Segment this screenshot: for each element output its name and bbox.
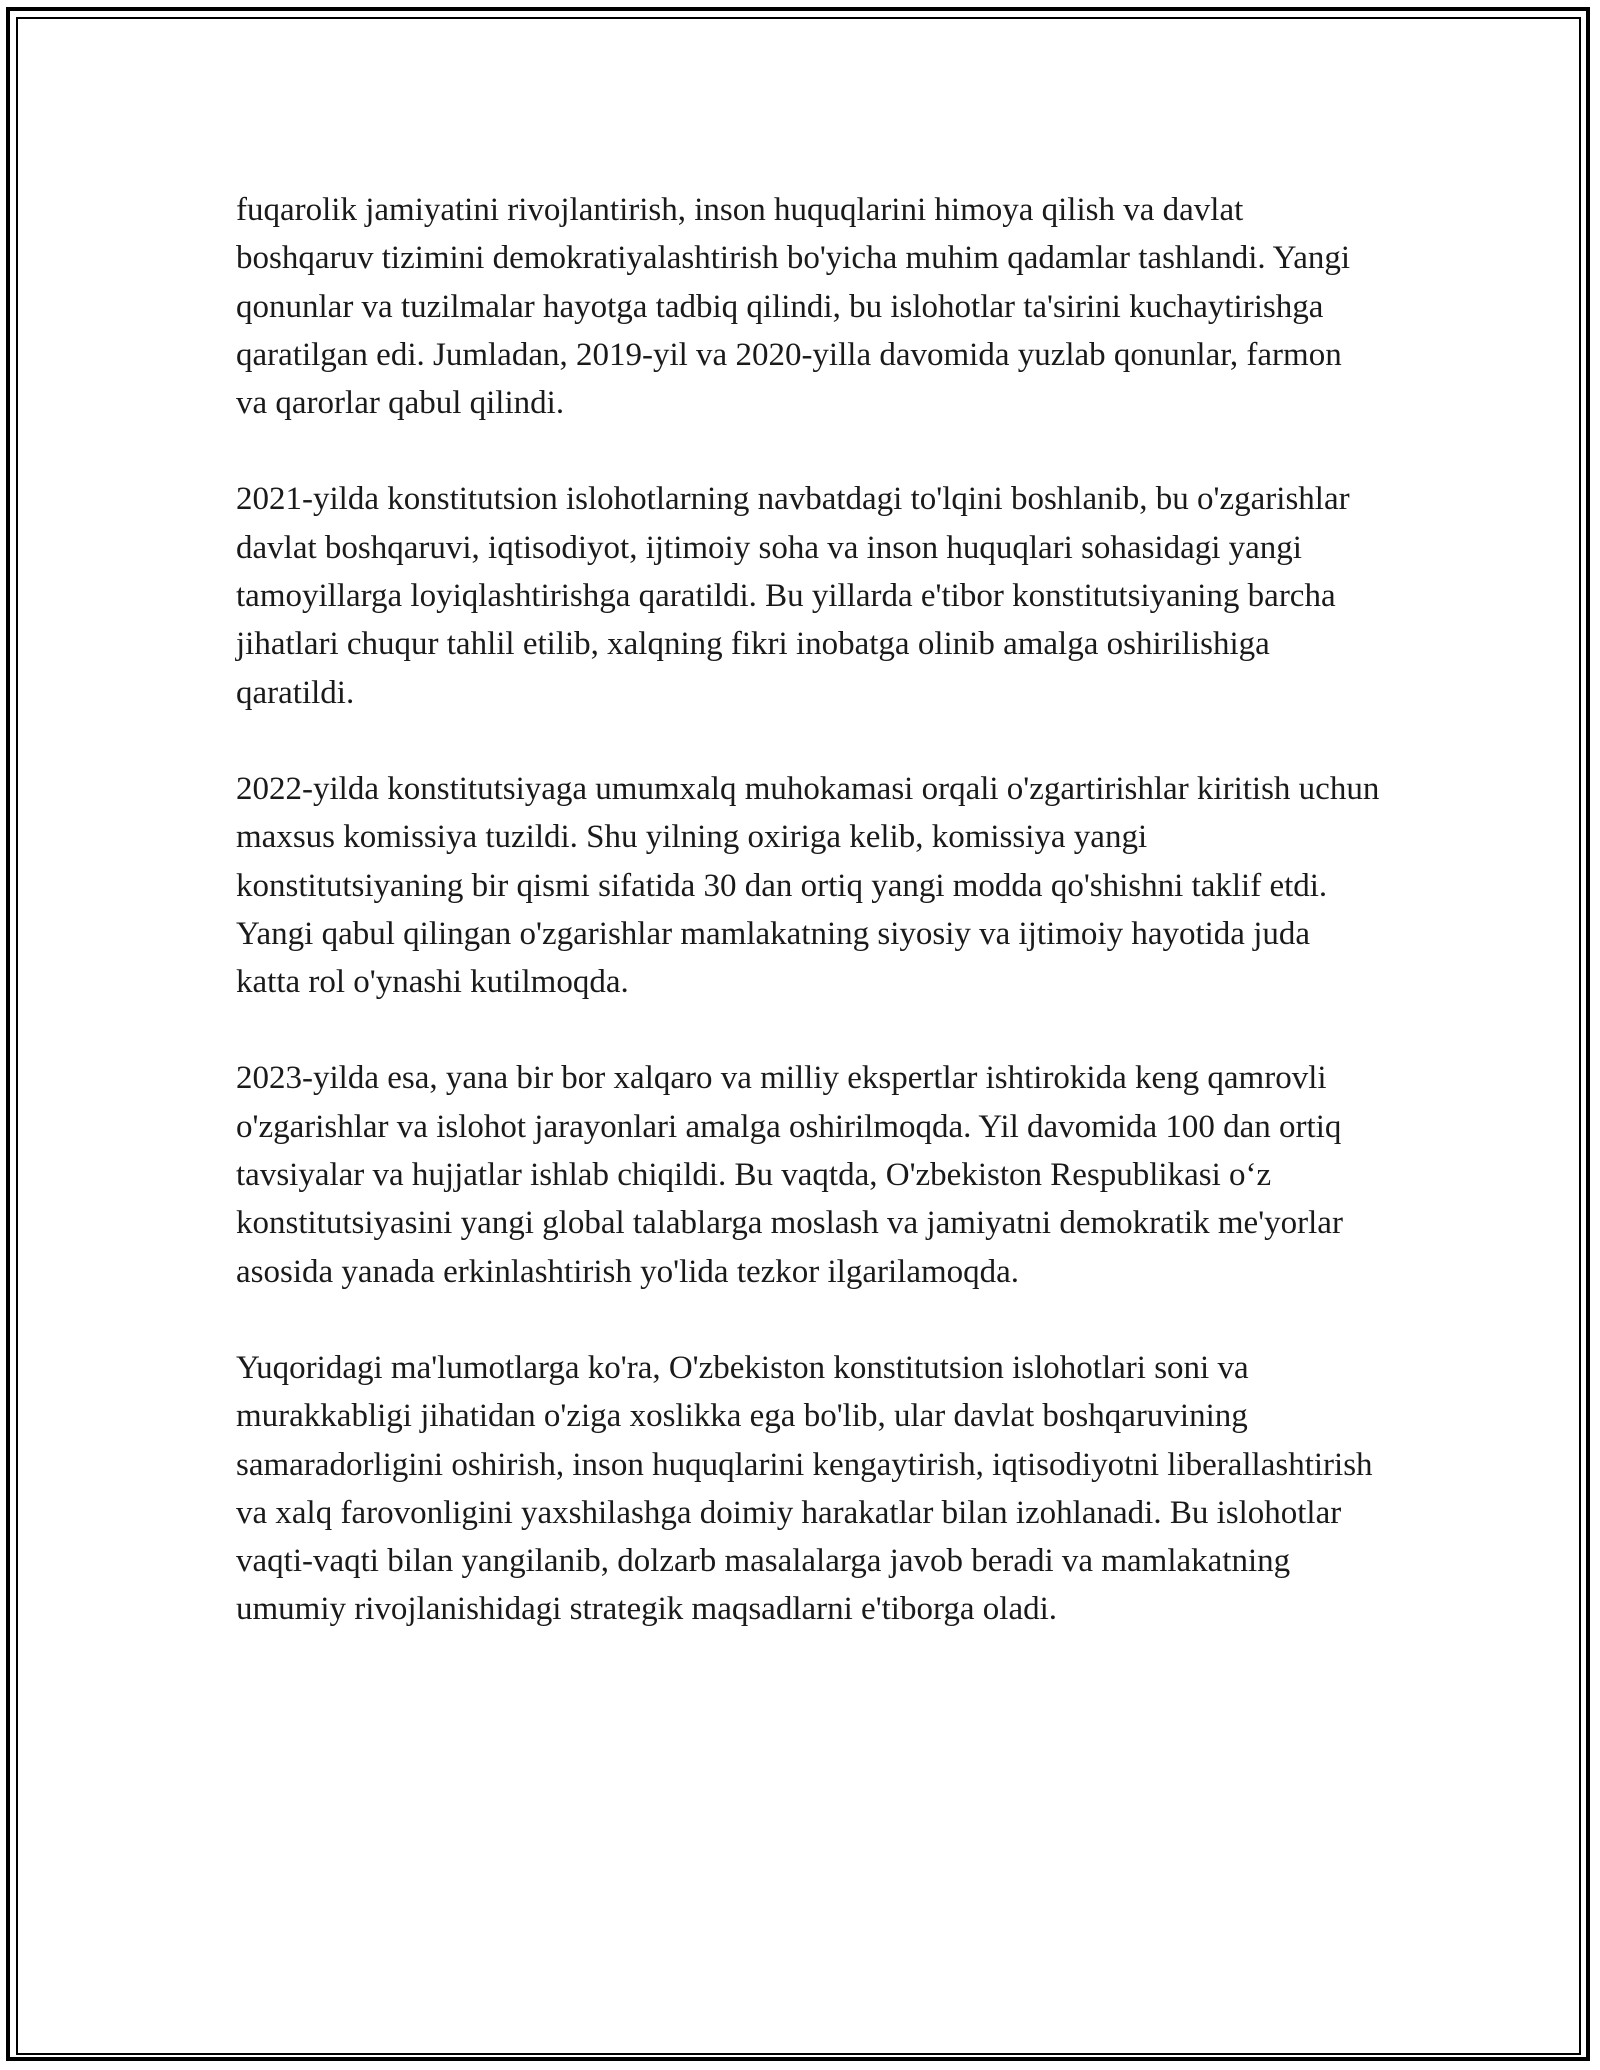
paragraph-5: Yuqoridagi ma'lumotlarga ko'ra, O'zbekiston konstitutsion islohotlari soni va murakkabligi jihatidan o'ziga xoslikka ega bo'lib, ular davlat boshqaruvining samaradorligini oshirish, inson huquqlarini kengaytirish, iqtisodiyotni liberallashtirish va xalq farovonligini yaxshilashga doimiy harakatlar bilan izohlanadi. Bu islohotlar vaqti-vaqti bilan yangilanib, dolzarb masalalarga javob beradi va mamlakatning umumiy rivojlanishidagi strategik maqsadlarni e'tiborga oladi. [236, 1349, 1373, 1628]
document-body [236, 186, 1381, 1634]
paragraph-4: 2023-yilda esa, yana bir bor xalqaro va milliy ekspertlar ishtirokida keng qamrovli o'zgarishlar va islohot jarayonlari amalga oshirilmoqda. Yil davomida 100 dan ortiq tavsiyalar va hujjatlar ishlab chiqildi. Bu vaqtda, O'zbekiston Respublikasi o‘z konstitutsiyasini yangi global talablarga moslash va jamiyatni demokratik me'yorlar asosida yanada erkinlashtirish yo'lida tezkor ilgarilamoqda. [236, 1060, 1343, 1290]
paragraph-2: 2021-yilda konstitutsion islohotlarning navbatdagi to'lqini boshlanib, bu o'zgarishlar davlat boshqaruvi, iqtisodiyot, ijtimoiy soha va inson huquqlari sohasidagi yangi tamoyillarga loyiqlashtirishga qaratildi. Bu yillarda e'tibor konstitutsiyaning barcha jihatlari chuqur tahlil etilib, xalqning fikri inobatga olinib amalga oshirilishiga qaratildi. [236, 481, 1350, 711]
paragraph-1: fuqarolik jamiyatini rivojlantirish, inson huquqlarini himoya qilish va davlat boshqaruv tizimini demokratiyalashtirish bo'yicha muhim qadamlar tashlandi. Yangi qonunlar va tuzilmalar hayotga tadbiq qilindi, bu islohotlar ta'sirini kuchaytirishga qaratilgan edi. Jumladan, 2019-yil va 2020-yilla davomida yuzlab qonunlar, farmon va qarorlar qabul qilindi. [236, 192, 1351, 422]
paragraph-3: 2022-yilda konstitutsiyaga umumxalq muhokamasi orqali o'zgartirishlar kiritish uchun maxsus komissiya tuzildi. Shu yilning oxiriga kelib, komissiya yangi konstitutsiyaning bir qismi sifatida 30 dan ortiq yangi modda qo'shishni taklif etdi. Yangi qabul qilingan o'zgarishlar mamlakatning siyosiy va ijtimoiy hayotida juda katta rol o'ynashi kutilmoqda. [236, 770, 1380, 1001]
